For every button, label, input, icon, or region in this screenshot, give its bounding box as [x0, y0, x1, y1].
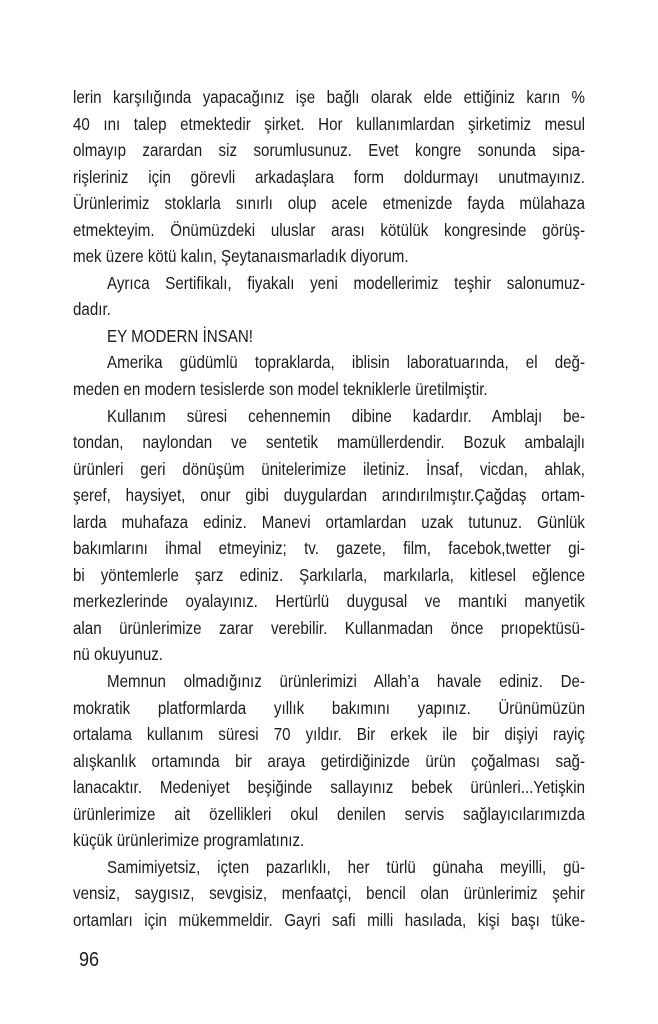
text-line-content: küçük ürünlerimize programlatınız.	[73, 830, 305, 851]
text-line-content: EY MODERN İNSAN!	[107, 325, 254, 346]
text-line	[73, 482, 585, 509]
text-line-content: meden en modern tesislerde son model tekniklerle üretilmiştir.	[73, 379, 488, 400]
text-line	[73, 296, 585, 323]
text-line	[73, 827, 585, 854]
text-line	[73, 456, 585, 483]
text-line-content: ortalama kullanım süresi 70 yıldır. Bir erkek ile bir dişiyi rayiç	[73, 724, 585, 745]
text-line	[73, 588, 585, 615]
text-line-content: ürünlerimize ait özellikleri okul denilen servis sağlayıcılarımızda	[73, 803, 585, 824]
text-line	[73, 349, 585, 376]
text-line	[73, 270, 585, 297]
text-line-content: alışkanlık ortamında bir araya getirdiğinizde ürün çoğalması sağ-	[73, 750, 585, 771]
text-line	[73, 854, 585, 881]
text-line-content: mokratik platformlarda yıllık bakımını yapınız. Ürünümüzün	[73, 697, 585, 718]
text-line	[73, 562, 585, 589]
text-line-content: larda muhafaza ediniz. Manevi ortamlardan uzak tutunuz. Günlük	[73, 511, 585, 532]
text-line-content: Samimiyetsiz, içten pazarlıklı, her türlü günaha meyilli, gü-	[107, 856, 585, 877]
text-line-content: merkezlerinde oyalayınız. Hertürlü duygusal ve mantıki manyetik	[73, 591, 585, 612]
text-line	[73, 668, 585, 695]
page-number: 96	[79, 949, 100, 971]
text-line	[73, 243, 585, 270]
text-line-content: Ürünlerimiz stoklarla sınırlı olup acele etmenizde fayda mülahaza	[73, 193, 585, 214]
text-line	[73, 880, 585, 907]
text-line-content: dadır.	[73, 299, 111, 320]
text-line	[73, 615, 585, 642]
text-line	[73, 137, 585, 164]
text-line-content: ürünleri geri dönüşüm ünitelerimize iletiniz. İnsaf, vicdan, ahlak,	[73, 458, 585, 479]
text-line-content: şeref, haysiyet, onur gibi duygulardan arındırılmıştır.Çağdaş ortam-	[73, 485, 585, 506]
text-line-content: nü okuyunuz.	[73, 644, 164, 665]
text-line-content: bakımlarını ihmal etmeyiniz; tv. gazete, film, facebok,twetter gi-	[73, 538, 585, 559]
text-line-content: lanacaktır. Medeniyet beşiğinde sallayınız bebek ürünleri...Yetişkin	[73, 777, 585, 798]
text-line	[73, 535, 585, 562]
text-line-content: mek üzere kötü kalın, Şeytanaısmarladık diyorum.	[73, 246, 409, 267]
text-line	[73, 84, 585, 111]
text-line	[73, 429, 585, 456]
text-line-content: lerin karşılığında yapacağınız işe bağlı olarak elde ettiğiniz karın %	[73, 87, 585, 107]
text-line	[73, 403, 585, 430]
body-text	[73, 84, 585, 934]
text-line	[73, 217, 585, 244]
text-line	[73, 695, 585, 722]
text-line-content: vensiz, saygısız, sevgisiz, menfaatçi, bencil olan ürünlerimiz şehir	[73, 883, 585, 904]
text-line	[73, 164, 585, 191]
text-line-content: tondan, naylondan ve sentetik mamüllerdendir. Bozuk ambalajlı	[73, 432, 585, 453]
text-line	[73, 721, 585, 748]
text-line	[73, 774, 585, 801]
text-line-content: 40 ını talep etmektedir şirket. Hor kullanımlardan şirketimiz mesul	[73, 113, 585, 134]
text-line-content: Kullanım süresi cehennemin dibine kadardır. Amblajı be-	[107, 405, 585, 426]
text-line	[73, 801, 585, 828]
text-line-content: Memnun olmadığınız ürünlerimizi Allah’a havale ediniz. De-	[107, 671, 585, 692]
text-line-content: etmekteyim. Önümüzdeki uluslar arası kötülük kongresinde görüş-	[73, 219, 585, 240]
text-line-content: bi yöntemlerle şarz ediniz. Şarkılarla, markılarla, kitlesel eğlence	[73, 564, 585, 585]
text-line	[73, 641, 585, 668]
text-line	[73, 509, 585, 536]
text-line	[73, 376, 585, 403]
text-line	[73, 111, 585, 138]
text-line-content: alan ürünlerimize zarar verebilir. Kullanmadan önce prıopektüsü-	[73, 617, 585, 638]
text-line-content: Amerika güdümlü topraklarda, iblisin laboratuarında, el değ-	[107, 352, 585, 373]
text-line-content: Ayrıca Sertifikalı, fiyakalı yeni modellerimiz teşhir salonumuz-	[107, 272, 585, 293]
text-line-content: olmayıp zarardan siz sorumlusunuz. Evet kongre sonunda sipa-	[73, 140, 585, 161]
text-line-content: rişleriniz için görevli arkadaşlara form doldurmayı unutmayınız.	[73, 166, 585, 187]
text-line-content: ortamları için mükemmeldir. Gayri safi milli hasılada, kişi başı tüke-	[73, 909, 585, 930]
text-line	[73, 907, 585, 934]
text-line	[73, 190, 585, 217]
text-line	[73, 748, 585, 775]
text-line	[73, 323, 585, 350]
